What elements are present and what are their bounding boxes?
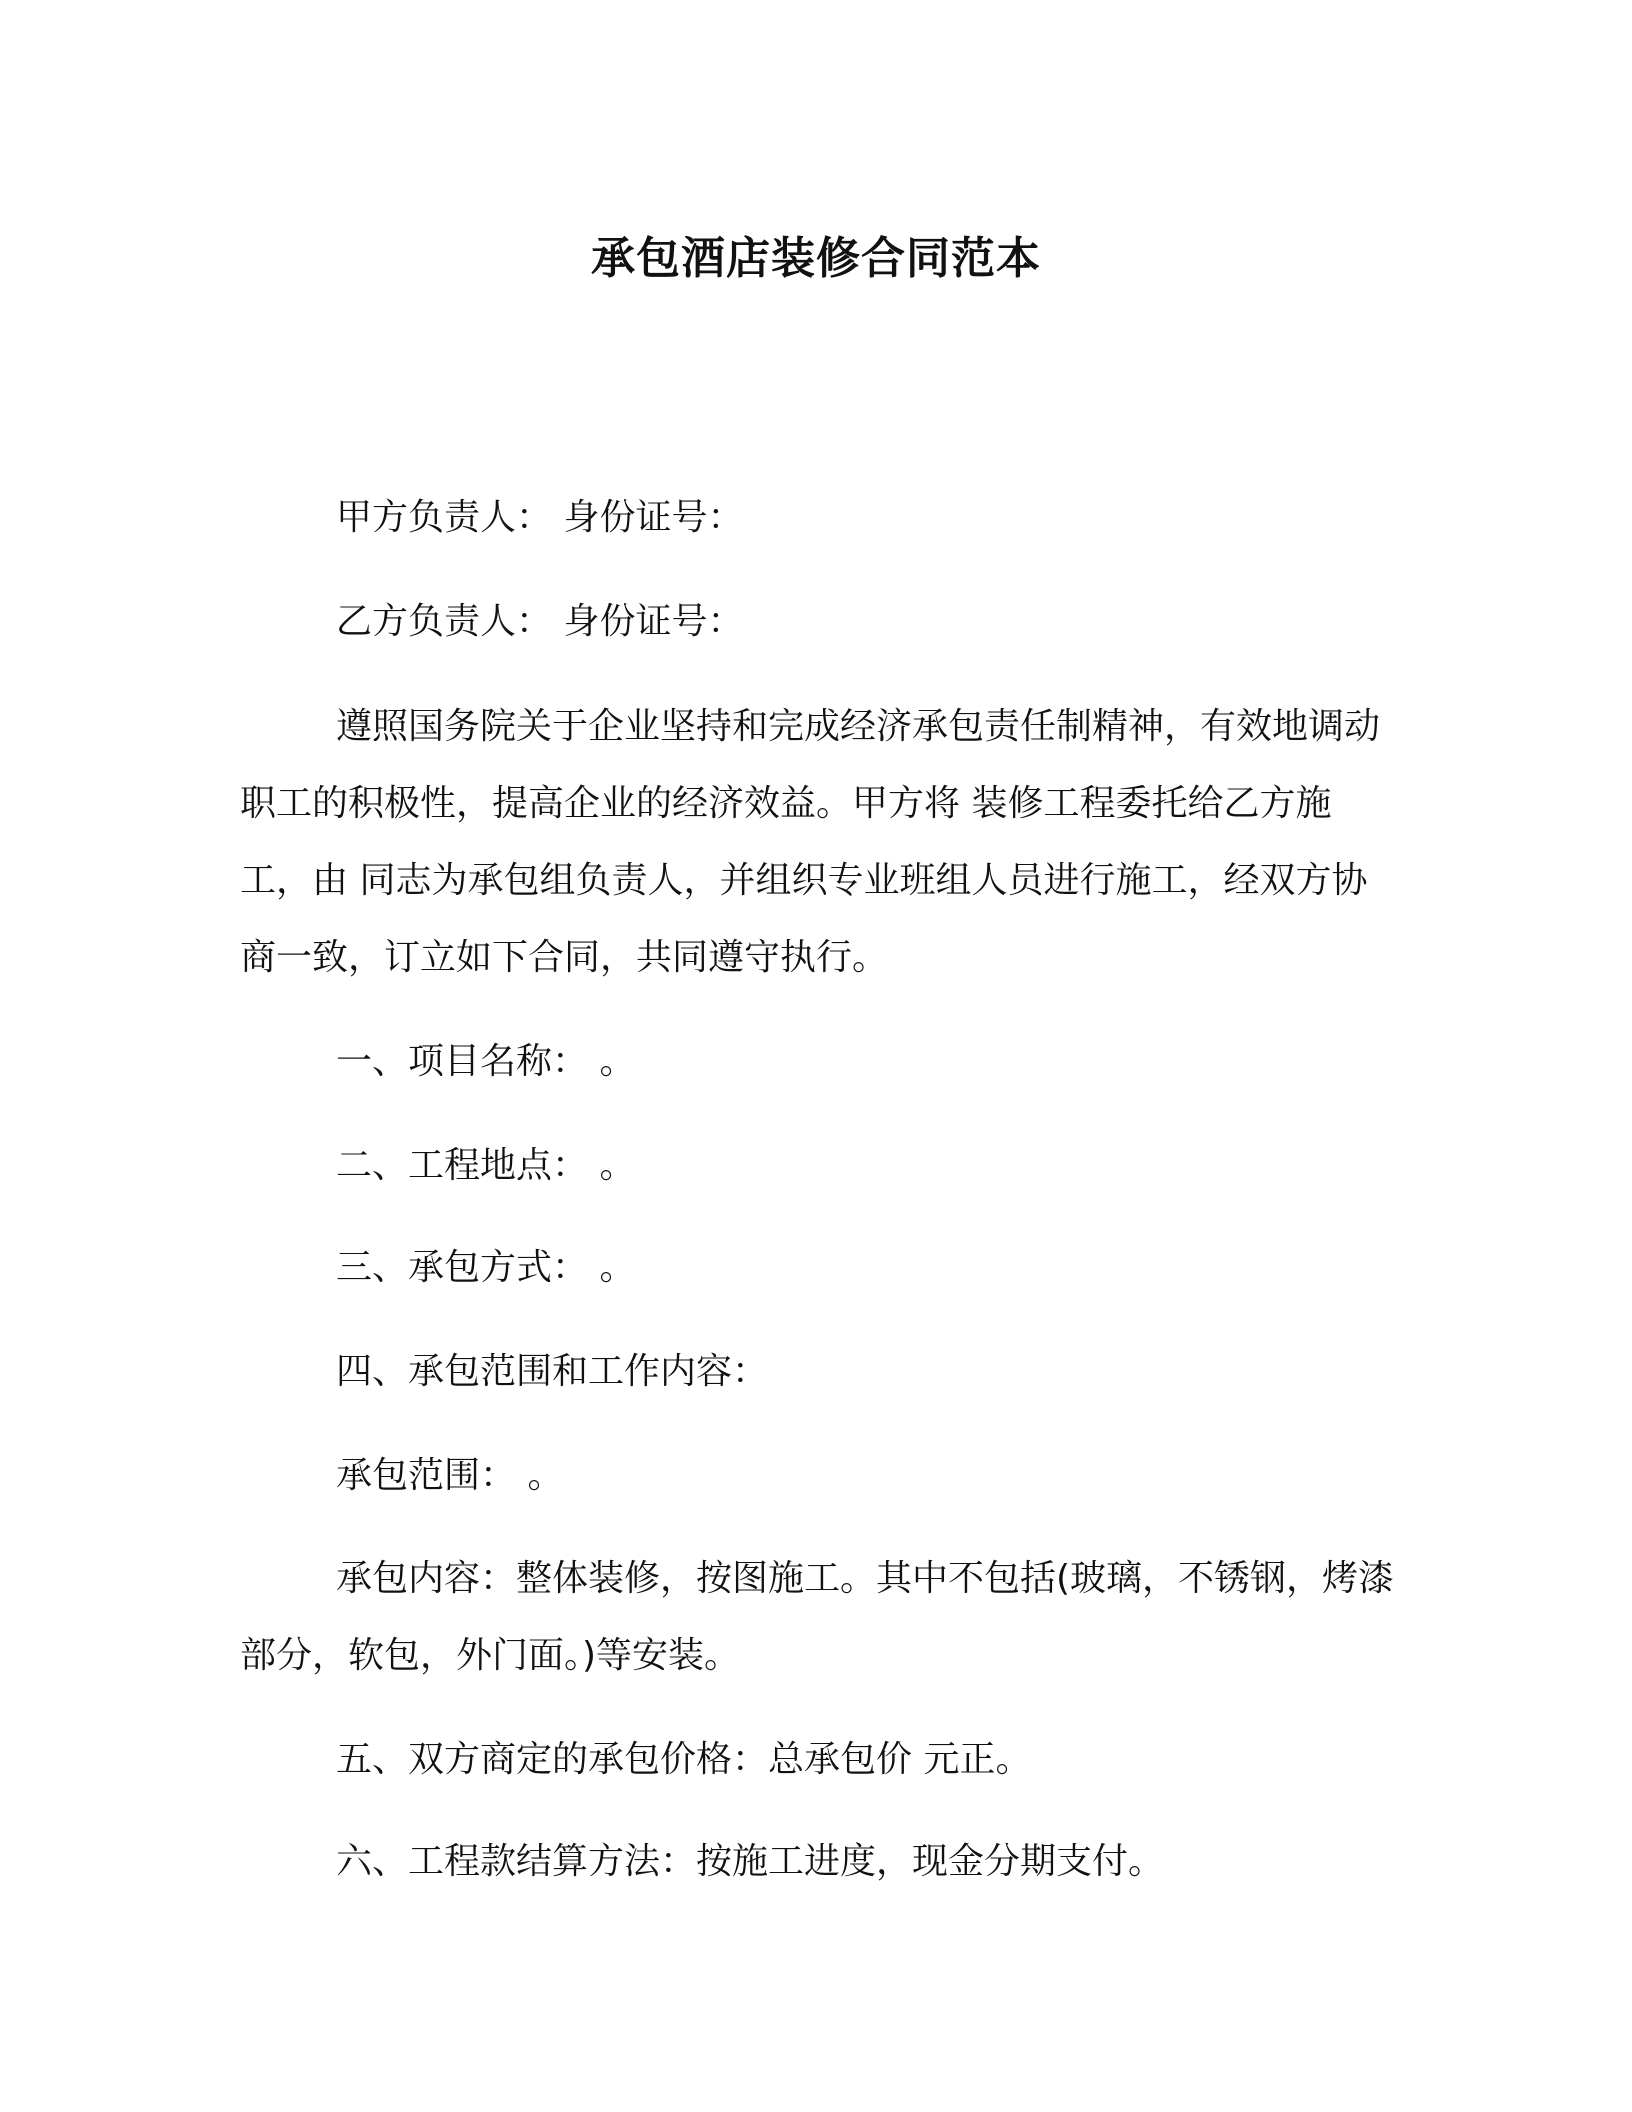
clause-project-location: 二、工程地点： 。 bbox=[336, 1145, 636, 1186]
preamble-paragraph: 遵照国务院关于企业坚持和完成经济承包责任制精神，有效地调动职工的积极性，提高企业的经济效益。甲方将 装修工程委托给乙方施工，由 同志为承包组负责人，并组织专业班组人员进行施工，经双方协商一致，订立如下合同，共同遵守执行。 bbox=[240, 706, 1381, 978]
content-paragraph: 承包内容：整体装修，按图施工。其中不包括(玻璃，不锈钢，烤漆部分，软包，外门面。)等安装。 bbox=[240, 1558, 1395, 1676]
scope-line: 承包范围： 。 bbox=[336, 1455, 564, 1496]
document-title: 承包酒店装修合同范本 bbox=[591, 233, 1041, 284]
clause-contract-method: 三、承包方式： 。 bbox=[336, 1247, 636, 1288]
clause-scope-and-content: 四、承包范围和工作内容： bbox=[336, 1351, 769, 1392]
clause-project-name: 一、项目名称： 。 bbox=[336, 1041, 636, 1082]
party-a-line: 甲方负责人： 身份证号： bbox=[336, 497, 744, 538]
clause-contract-price: 五、双方商定的承包价格：总承包价 元正。 bbox=[336, 1739, 1032, 1780]
party-b-line: 乙方负责人： 身份证号： bbox=[336, 601, 744, 642]
clause-settlement-method: 六、工程款结算方法：按施工进度，现金分期支付。 bbox=[336, 1841, 1165, 1882]
